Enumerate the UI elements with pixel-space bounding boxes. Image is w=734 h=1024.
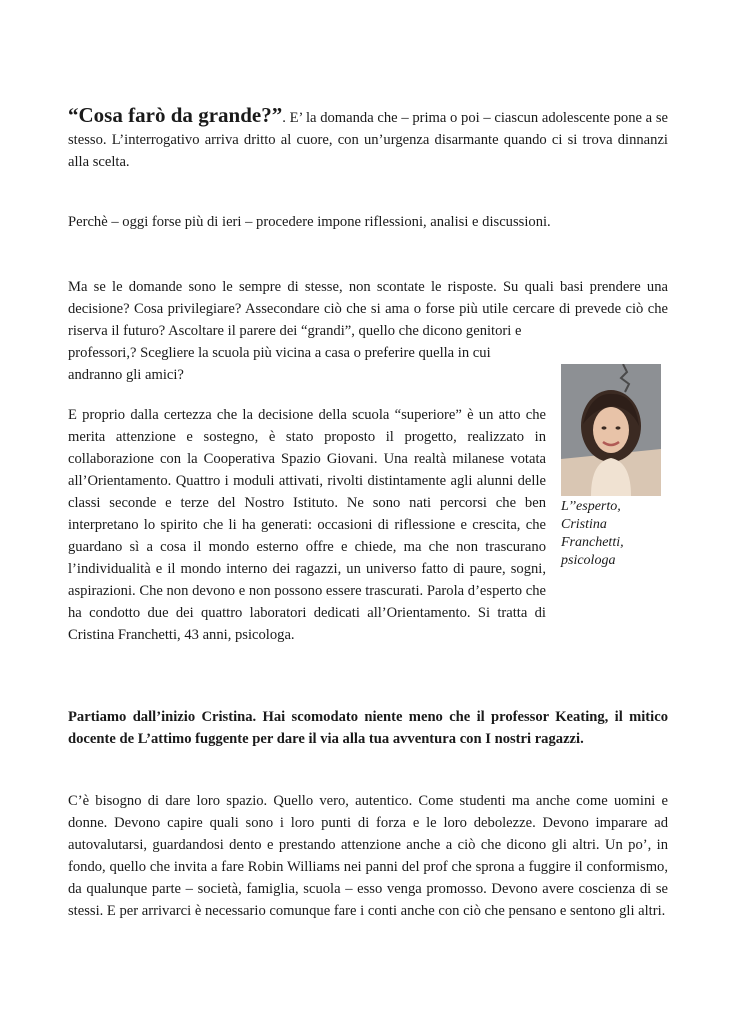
paragraph-domande-cont: professori,? Scegliere la scuola più vicina a casa o preferire quella in cui: [68, 345, 491, 361]
photo-caption: [561, 498, 671, 570]
paragraph-domande: Ma se le domande sono le sempre di stesse, non scontate le risposte. Su quali basi prendere una decisione? Cosa privilegiare? Assecondare ciò che si ama o forse più utile cercare di prevede ciò che riserva il futuro? Ascoltare il parere dei “grandi”, quello che dicono genitori e: [68, 279, 668, 339]
caption-line: L’’esperto,: [561, 499, 621, 514]
interview-answer: C’è bisogno di dare loro spazio. Quello vero, autentico. Come studenti ma anche come uomini e donne. Devono capire quali sono i loro punti di forza e le loro debolezze. Devono imparare ad autovalutarsi, guardandosi dento e prestando attenzione anche a ciò che dicono gli altri. Un po’, in fondo, quello che invita a fare Robin Williams nei panni del prof che sprona a fuggire il conformismo, da qualunque parte – società, famiglia, scuola – esso venga promosso. Devono avere coscienza di se stessi. E per arrivarci è necessario comunque fare i conti anche con ciò che pensano e sentono gli altri.: [68, 793, 668, 919]
caption-line: Franchetti,: [561, 535, 624, 550]
caption-line: Cristina: [561, 517, 607, 532]
intro-rest: . E’ la domanda che – prima o poi – ciascun adolescente pone a se stesso. L’interrogativo arriva dritto al cuore, con un’urgenza disarmante quando ci si trova dinnanzi alla scelta.: [68, 110, 668, 170]
intro-paragraph: [68, 104, 668, 173]
paragraph-perche: Perchè – oggi forse più di ieri – procedere impone riflessioni, analisi e discussioni.: [68, 214, 551, 230]
expert-photo: [561, 364, 661, 496]
caption-line: psicologa: [561, 553, 616, 568]
paragraph-progetto: E proprio dalla certezza che la decisione della scuola “superiore” è un atto che merita attenzione e sostegno, è stato proposto il progetto, realizzato in collaborazione con la Cooperativa Spazio Giovani. Una realtà milanese votata all’Orientamento. Quattro i moduli attivati, rivolti distintamente agli alunni delle classi seconde e terze del Nostro Istituto. Ne sono nati percorsi che ben interpretano lo spirito che li ha generati: occasioni di riflessione e crescita, che guardano sì a cosa il mondo esterno offre e chiede, ma che non trascurano l’individualità e il mondo interno dei ragazzi, un universo fatto di paure, sogni, aspirazioni. Che non devono e non possono essere trascurati. Parola d’esperto che ha condotto due dei quattro laboratori dedicati all’Orientamento. Si tratta di Cristina Franchetti, 43 anni, psicologa.: [68, 407, 546, 643]
paragraph-domande-end: andranno gli amici?: [68, 367, 184, 383]
portrait-illustration: [561, 364, 661, 496]
intro-lead-question: “Cosa farò da grande?”: [68, 103, 283, 127]
interview-question: Partiamo dall’inizio Cristina. Hai scomodato niente meno che il professor Keating, il mitico docente de L’attimo fuggente per dare il via alla tua avventura con I nostri ragazzi.: [68, 709, 668, 747]
